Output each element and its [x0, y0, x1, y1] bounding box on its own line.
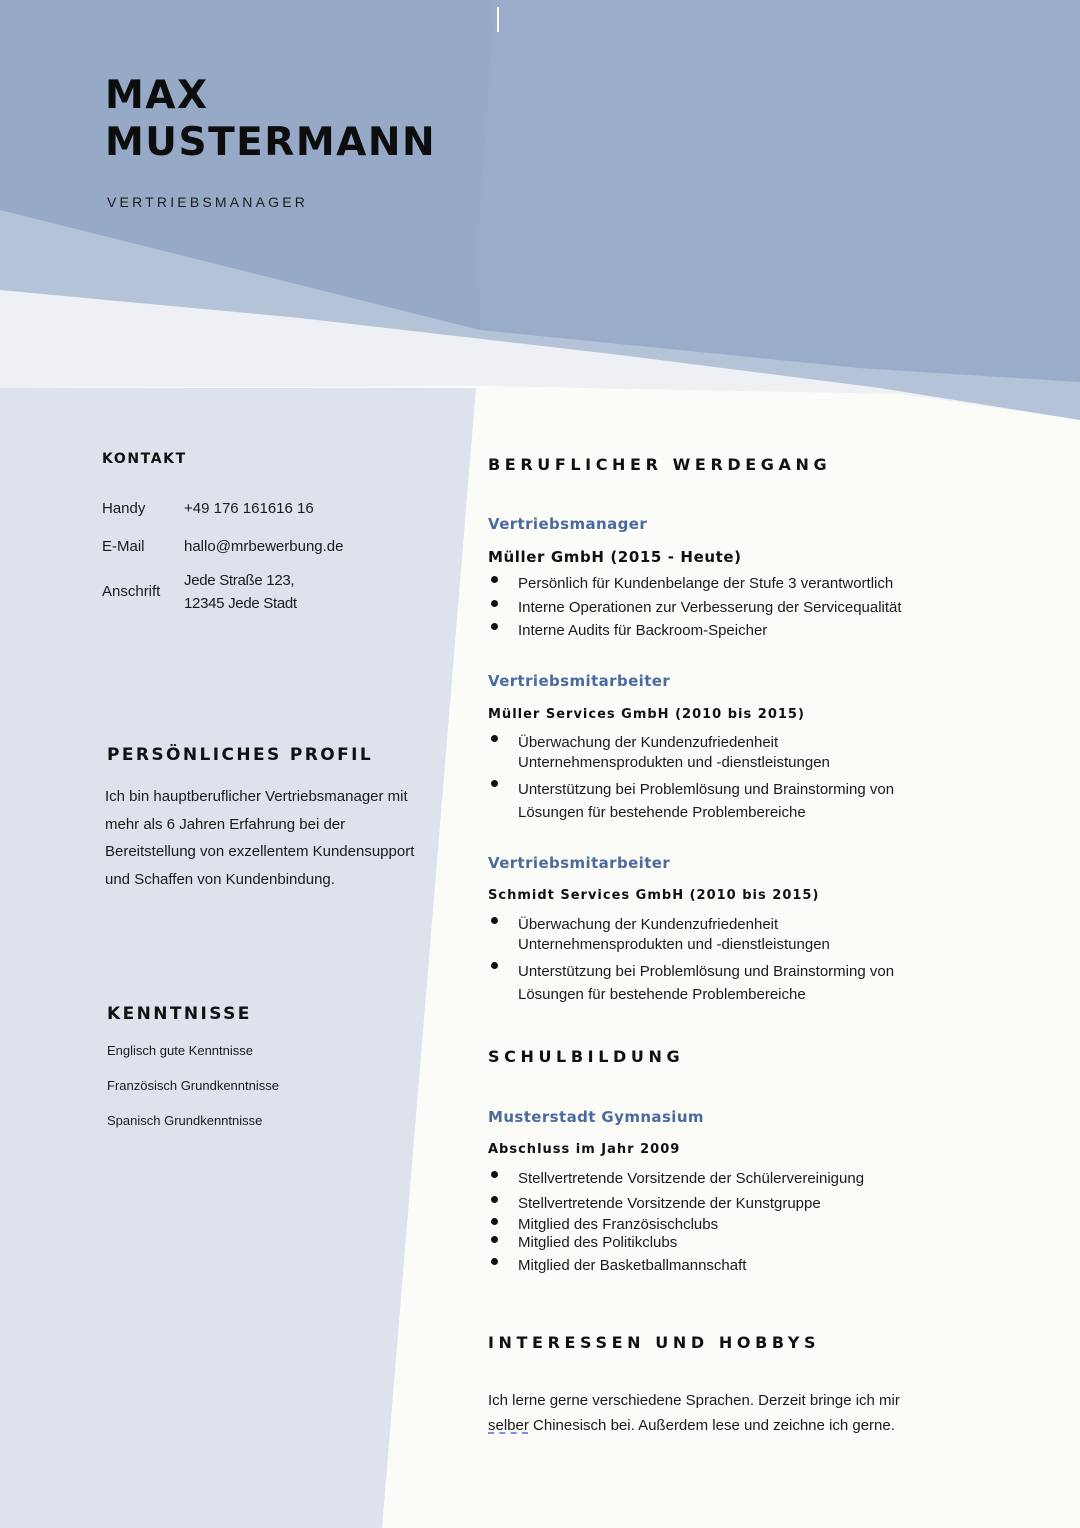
job-bullets	[488, 574, 958, 641]
career-heading: BERUFLICHER WERDEGANG	[488, 455, 832, 474]
first-name: MAX	[105, 73, 209, 118]
hobbies-text	[488, 1388, 958, 1438]
job-bullets	[488, 915, 918, 1006]
address-line-1: Jede Straße 123,	[184, 572, 295, 589]
job-role: Vertriebsmitarbeiter	[488, 672, 671, 690]
job-bullets	[488, 733, 918, 824]
job-role: Vertriebsmitarbeiter	[488, 854, 671, 872]
job-role: Vertriebsmanager	[488, 515, 648, 533]
last-name: MUSTERMANN	[105, 120, 437, 165]
list-item: Persönlich für Kundenbelange der Stufe 3 verantwortlich	[488, 574, 958, 594]
job-title: VERTRIEBSMANAGER	[107, 194, 309, 210]
list-item: Stellvertretende Vorsitzende der Schülervereinigung	[488, 1169, 958, 1189]
profile-text: Ich bin hauptberuflicher Vertriebsmanager mit mehr als 6 Jahren Erfahrung bei der Bereitstellung von exzellentem Kundensupport und Schaffen von Kundenbindung.	[105, 788, 415, 888]
job-company: Müller GmbH (2015 - Heute)	[488, 548, 742, 566]
spellcheck-flagged-word[interactable]: selber	[488, 1417, 529, 1434]
list-item: Interne Audits für Backroom-Speicher	[488, 621, 958, 641]
address-line-2: 12345 Jede Stadt	[184, 595, 297, 612]
skill-item: Englisch gute Kenntnisse	[107, 1043, 253, 1058]
profile-heading: PERSÖNLICHES PROFIL	[107, 745, 374, 765]
job-company: Schmidt Services GmbH (2010 bis 2015)	[488, 888, 820, 903]
list-item: Stellvertretende Vorsitzende der Kunstgruppe	[488, 1194, 958, 1214]
education-bullets	[488, 1169, 958, 1276]
hobbies-text-part-1: Ich lerne gerne verschiedene Sprachen. Derzeit bringe ich mir	[488, 1392, 900, 1409]
list-item: Interne Operationen zur Verbesserung der Servicequalität	[488, 598, 958, 618]
text-cursor	[497, 7, 499, 32]
list-item: Mitglied der Basketballmannschaft	[488, 1256, 958, 1276]
phone-label: Handy	[102, 500, 146, 517]
hobbies-text-part-2: Chinesisch bei. Außerdem lese und zeichne ich gerne.	[533, 1417, 895, 1434]
email-label: E-Mail	[102, 538, 145, 555]
list-item: Überwachung der Kundenzufriedenheit Unternehmensprodukten und -dienstleistungen	[488, 733, 918, 773]
job-company: Müller Services GmbH (2010 bis 2015)	[488, 707, 805, 722]
school-degree: Abschluss im Jahr 2009	[488, 1142, 681, 1157]
skill-item: Französisch Grundkenntnisse	[107, 1078, 279, 1093]
address-label: Anschrift	[102, 583, 161, 600]
email-value: hallo@mrbewerbung.de	[184, 538, 344, 555]
list-item: Überwachung der Kundenzufriedenheit Unternehmensprodukten und -dienstleistungen	[488, 915, 918, 955]
list-item: Unterstützung bei Problemlösung und Brainstorming von Lösungen für bestehende Problembereiche	[488, 960, 918, 1006]
applicant-name	[105, 72, 436, 166]
skill-item: Spanisch Grundkenntnisse	[107, 1113, 263, 1128]
school-name: Musterstadt Gymnasium	[488, 1108, 704, 1126]
hobbies-heading: INTERESSEN UND HOBBYS	[488, 1333, 821, 1352]
header-top-right-shade	[478, 0, 1080, 382]
contact-heading: KONTAKT	[102, 451, 187, 467]
skills-heading: KENNTNISSE	[107, 1004, 252, 1024]
list-item: Mitglied des Politikclubs	[488, 1234, 958, 1252]
phone-value: +49 176 161616 16	[184, 500, 314, 517]
education-heading: SCHULBILDUNG	[488, 1047, 685, 1066]
list-item: Mitglied des Französischclubs	[488, 1216, 958, 1234]
list-item: Unterstützung bei Problemlösung und Brainstorming von Lösungen für bestehende Problembereiche	[488, 778, 918, 824]
